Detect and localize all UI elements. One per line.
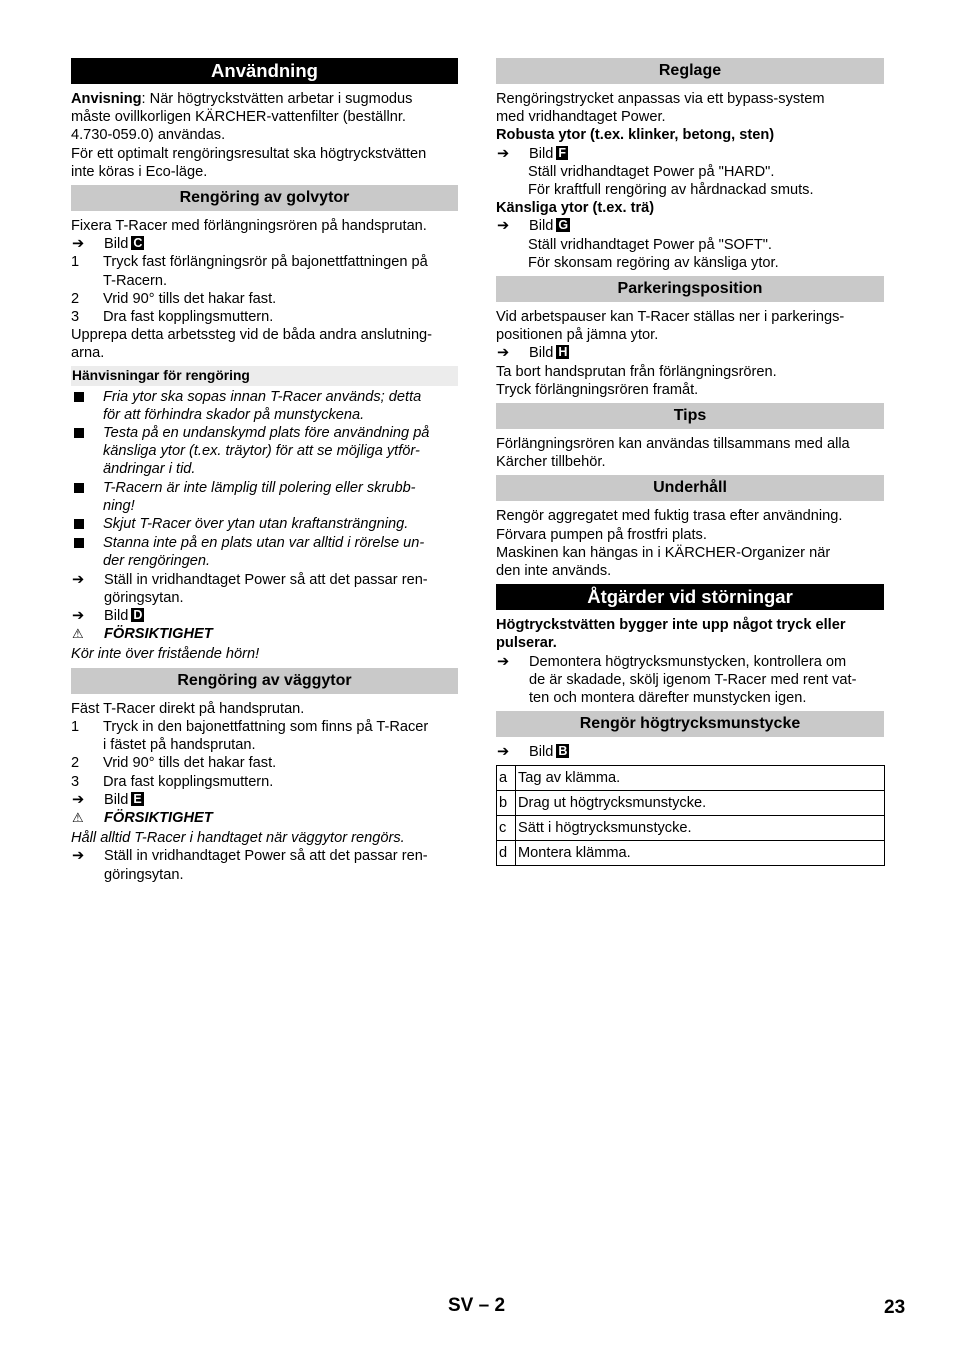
table-row: d Montera klämma.	[497, 841, 885, 866]
figure-ref-b: ➔ Bild B	[497, 744, 568, 761]
figure-badge: C	[133, 236, 143, 251]
figure-ref-g: ➔ Bild G	[497, 218, 569, 235]
floor-intro: Fixera T-Racer med förlängningsrören på handsprutan.	[71, 218, 427, 235]
figure-ref-d: ➔ Bild D	[72, 608, 143, 625]
figure-ref-f: ➔ Bild F	[497, 145, 566, 162]
figure-badge: F	[558, 145, 566, 160]
page-number: 23	[884, 1297, 906, 1318]
list-item: Ställ vridhandtaget Power på "SOFT". För skonsam regöring av känsliga ytor.	[528, 236, 779, 271]
fault-remedy: ➔ Demontera högtrycksmunstycken, kontrollera om de är skadade, skölj igenom T-Racer med rent vat- ten och montera därefter munstycken igen.	[497, 653, 857, 707]
regulation-intro: Rengöringstrycket anpassas via ett bypass-system med vridhandtaget Power.	[496, 91, 825, 126]
left-column	[71, 58, 458, 884]
table-row: c Sätt i högtrycksmunstycke.	[497, 816, 885, 841]
faults-heading: Åtgärder vid störningar	[496, 584, 884, 610]
caution-text: Håll alltid T-Racer i handtaget när väggytor rengörs.	[71, 830, 405, 847]
list-item: ➔ Ställ in vridhandtaget Power så att det passar ren- göringsytan.	[72, 848, 428, 883]
list-item: ➔ Ställ in vridhandtaget Power så att det passar ren- göringsytan.	[72, 571, 428, 606]
figure-ref-e: ➔ Bild E	[72, 791, 142, 808]
list-item: 1 Tryck in den bajonettfattning som finns på T-Racer i fästet på handsprutan.	[71, 718, 429, 754]
bullet-icon	[74, 392, 84, 402]
figure-badge: G	[558, 218, 569, 233]
parking-text: Vid arbetspauser kan T-Racer ställas ner i parkerings- positionen på jämna ytor.	[496, 309, 845, 344]
list-item: 2 Vrid 90° tills det hakar fast.	[71, 755, 277, 772]
usage-note: Anvisning: När högtryckstvätten arbetar i sugmodus måste ovillkorligen KÄRCHER-vattenfilter (beställnr. 4.730-059.0) användas.	[71, 91, 413, 144]
list-item: Testa på en undanskymd plats före användning på känsliga ytor (t.ex. träytor) för att se möjliga ytför- ändringar i tid.	[71, 424, 458, 479]
wall-heading: Rengöring av väggytor	[71, 668, 458, 694]
list-item: Ställ vridhandtaget Power på "HARD". För kraftfull rengöring av hårdnackad smuts.	[528, 163, 814, 199]
bullet-icon	[74, 519, 84, 529]
parking-heading: Parkeringsposition	[496, 276, 884, 302]
arrow-icon: ➔	[72, 571, 85, 588]
cleaning-tips-heading: Hänvisningar för rengöring	[71, 366, 458, 386]
arrow-icon: ➔	[497, 744, 510, 761]
arrow-icon: ➔	[72, 608, 85, 625]
bullet-icon	[74, 428, 84, 438]
arrow-icon: ➔	[497, 653, 510, 670]
figure-ref-h: ➔ Bild H	[497, 345, 568, 362]
parking-after: Ta bort handsprutan från förlängningsrören. Tryck förlängningsrören framåt.	[496, 363, 777, 398]
list-item: Fria ytor ska sopas innan T-Racer används; detta för att förhindra skador på munstyckena.	[71, 388, 458, 424]
robust-surfaces-heading: Robusta ytor (t.ex. klinker, betong, sten)	[496, 127, 775, 144]
maintenance-text: Rengör aggregatet med fuktig trasa efter användning. Förvara pumpen på frostfri plats. Maskinen kan hängas in i KÄRCHER-Organizer när den inte används.	[496, 508, 843, 580]
list-item: Stanna inte på en plats utan var alltid i rörelse un- der rengöringen.	[71, 534, 458, 570]
caution-text: Kör inte över fristående hörn!	[71, 646, 260, 663]
figure-badge: D	[133, 608, 143, 623]
footer-language-page: SV – 2	[448, 1295, 506, 1316]
figure-badge: B	[558, 744, 568, 759]
bullet-icon	[74, 483, 84, 493]
eco-note: För ett optimalt rengöringsresultat ska högtryckstvätten inte köras i Eco-läge.	[71, 145, 427, 180]
table-row: a Tag av klämma.	[497, 766, 885, 791]
arrow-icon: ➔	[72, 848, 85, 865]
list-item: T-Racern är inte lämplig till polering eller skrubb- ning!	[71, 479, 458, 515]
note-label: Anvisning	[71, 91, 142, 107]
list-item: 2 Vrid 90° tills det hakar fast.	[71, 290, 277, 307]
usage-heading: Användning	[71, 58, 458, 84]
caution-label: ⚠ FÖRSIKTIGHET	[72, 809, 213, 826]
nozzle-steps-table	[496, 765, 885, 866]
right-column	[496, 58, 884, 866]
sensitive-surfaces-heading: Känsliga ytor (t.ex. trä)	[496, 200, 655, 217]
arrow-icon: ➔	[497, 345, 510, 362]
repeat-note: Upprepa detta arbetssteg vid de båda andra anslutning- arna.	[71, 327, 433, 362]
fault-problem: Högtryckstvätten bygger inte upp något tryck eller pulserar.	[496, 617, 846, 652]
floor-heading: Rengöring av golvytor	[71, 185, 458, 211]
tips-heading: Tips	[496, 403, 884, 429]
figure-ref-c: ➔ Bild C	[72, 236, 143, 253]
regulation-heading: Reglage	[496, 58, 884, 84]
table-row: b Drag ut högtrycksmunstycke.	[497, 791, 885, 816]
nozzle-heading: Rengör högtrycksmunstycke	[496, 711, 884, 737]
maintenance-heading: Underhåll	[496, 475, 884, 501]
list-item: 3 Dra fast kopplingsmuttern.	[71, 309, 274, 326]
tips-text: Förlängningsrören kan användas tillsammans med alla Kärcher tillbehör.	[496, 436, 850, 471]
figure-badge: E	[133, 791, 142, 806]
list-item: Skjut T-Racer över ytan utan kraftansträngning.	[71, 515, 458, 534]
bullet-icon	[74, 538, 84, 548]
list-item: 3 Dra fast kopplingsmuttern.	[71, 773, 274, 790]
arrow-icon: ➔	[72, 236, 85, 253]
list-item: 1 Tryck fast förlängningsrör på bajonettfattningen på T-Racern.	[71, 254, 428, 289]
warning-icon: ⚠	[72, 809, 84, 825]
arrow-icon: ➔	[497, 218, 510, 235]
arrow-icon: ➔	[497, 145, 510, 162]
warning-icon: ⚠	[72, 626, 84, 642]
wall-intro: Fäst T-Racer direkt på handsprutan.	[71, 700, 305, 717]
figure-badge: H	[558, 345, 568, 360]
caution-label: ⚠ FÖRSIKTIGHET	[72, 626, 213, 643]
arrow-icon: ➔	[72, 791, 85, 808]
